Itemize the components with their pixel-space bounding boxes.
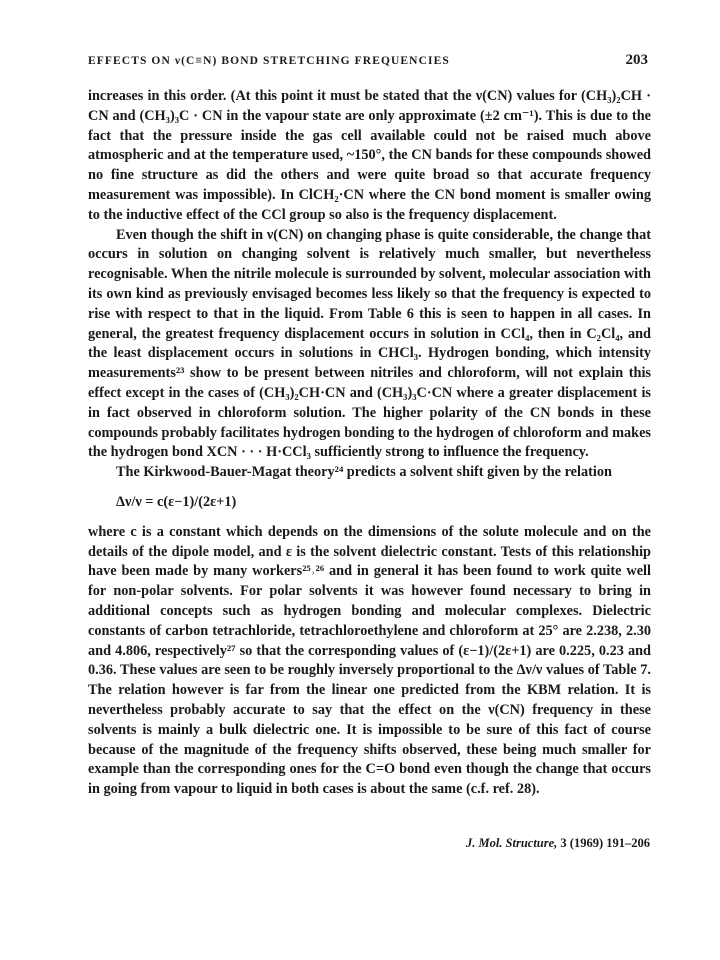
article-body xyxy=(88,87,651,800)
paragraph-continued: increases in this order. (At this point it must be stated that the ν(CN) values for (CH₃)₂CH · CN and (CH₃)₃C · CN in the vapour state are only approximate (±2 cm⁻¹). This is due to the fact that the pressure inside the gas cell available could not be raised much above atmospheric and at the temperature used, ~150°, the CN bands for these compounds showed no fine structure as did the others and were quite broad so that accurate frequency measurement was impossible). In ClCH₂·CN where the CN bond moment is smaller owing to the inductive effect of the CCl group so also is the frequency displacement. xyxy=(88,88,651,223)
paragraph-dielectric: where c is a constant which depends on the dimensions of the solute molecule and on the details of the dipole model, and ε is the solvent dielectric constant. Tests of this relationship have been made by many workers²⁵˒²⁶ and in general it has been found to work quite well for non-polar solvents. For polar solvents it was however found necessary to bring in additional concepts such as hydrogen bonding and molecular complexes. Dielectric constants of carbon tetrachloride, tetrachloroethylene and chloroform at 25° are 2.238, 2.30 and 4.806, respectively²⁷ so that the corresponding values of (ε−1)/(2ε+1) are 0.225, 0.23 and 0.36. These values are seen to be roughly inversely proportional to the Δν/ν values of Table 7. The relation however is far from the linear one predicted from the KBM relation. It is nevertheless probably accurate to say that the effect on the ν(CN) frequency in these solvents is mainly a bulk dielectric one. It is impossible to be sure of this fact of course because of the magnitude of the frequency shifts observed, these being much smaller for example than the corresponding ones for the C=O bond even though the change that occurs in going from vapour to liquid in both cases is about the same (c.f. ref. 28). xyxy=(88,523,651,798)
page-number: 203 xyxy=(625,52,648,68)
kbm-equation: Δν/ν = c(ε−1)/(2ε+1) xyxy=(116,493,237,510)
page-header xyxy=(88,52,648,69)
journal-name: J. Mol. Structure, xyxy=(465,836,558,850)
running-head: EFFECTS ON ν(C≡N) BOND STRETCHING FREQUENCIES xyxy=(88,55,450,67)
paragraph-kbm-theory: The Kirkwood-Bauer-Magat theory²⁴ predicts a solvent shift given by the relation xyxy=(116,464,612,481)
paragraph-solvent-shift: Even though the shift in ν(CN) on changing phase is quite considerable, the change that occurs in solution on changing solvent is relatively much smaller, but nevertheless recognisable. When the nitrile molecule is surrounded by solvent, molecular association with its own kind as previously envisaged becomes less likely so that the frequency is expected to rise with respect to that in the liquid. From Table 6 this is seen to happen in all cases. In general, the greatest frequency displacement occurs in solution in CCl₄, then in C₂Cl₄, and the least displacement occurs in solutions in CHCl₃. Hydrogen bonding, which intensity measurements²³ show to be present between nitriles and chloroform, will not explain this effect except in the cases of (CH₃)₂CH·CN and (CH₃)₃C·CN where a greater displacement is in fact observed in chloroform solution. The higher polarity of the CN bonds in these compounds probably facilitates hydrogen bonding to the hydrogen of chloroform and makes the hydrogen bond XCN · · · H·CCl₃ sufficiently strong to influence the frequency. xyxy=(88,226,651,461)
journal-volume: 3 (1969) 191–206 xyxy=(560,836,650,850)
page-footer xyxy=(88,836,650,851)
